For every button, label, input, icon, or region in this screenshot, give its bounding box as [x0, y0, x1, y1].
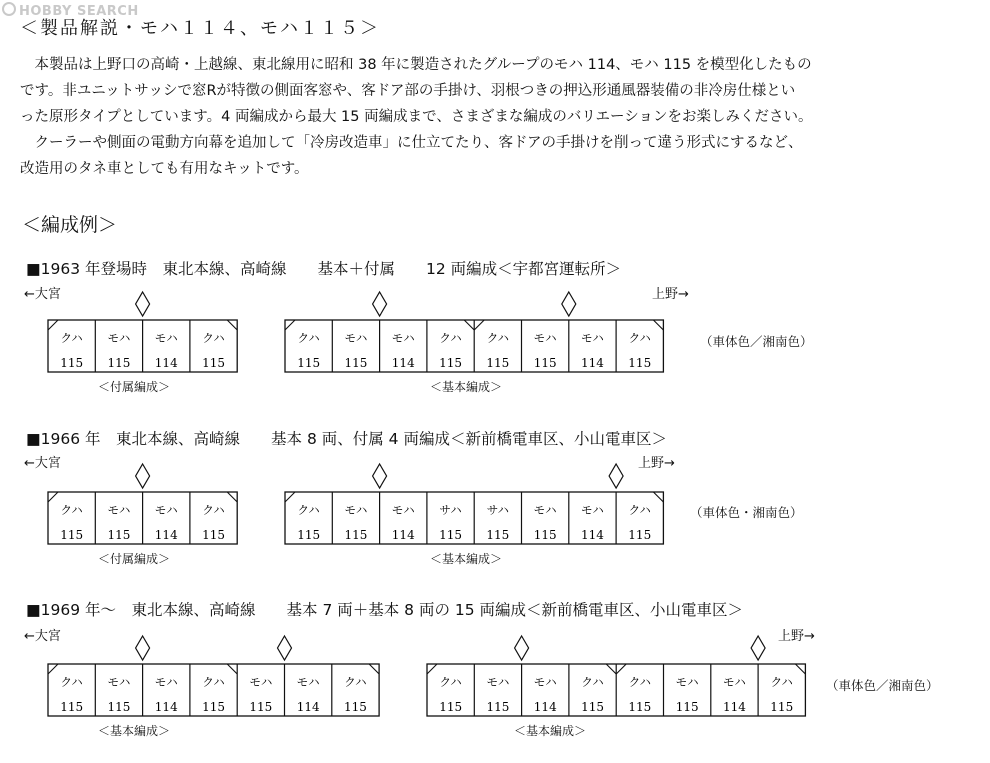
car-number-label: 115 — [486, 700, 510, 714]
section-heading-1969: ■1969 年～ 東北本線、高崎線 基本 7 両＋基本 8 両の 15 両編成＜新前橋電車区、小山電車区＞ — [26, 601, 744, 619]
pantograph-icon — [136, 464, 150, 488]
cab-end-mark — [795, 664, 805, 674]
car-type-label: サハ — [439, 503, 462, 517]
car-number-label: 115 — [60, 356, 84, 370]
cab-end-mark — [48, 320, 58, 330]
car-number-label: 114 — [154, 528, 178, 542]
car-number-label: 115 — [486, 528, 510, 542]
cab-end-mark — [48, 492, 58, 502]
group-caption: ＜付属編成＞ — [98, 380, 171, 394]
car-number-label: 115 — [249, 700, 273, 714]
body-color-note: （車体色／湘南色） — [700, 334, 813, 349]
car-type-label: モハ — [675, 675, 699, 689]
car-number-label: 114 — [154, 356, 178, 370]
car-type-label: クハ — [60, 675, 83, 689]
cab-end-mark — [227, 664, 237, 674]
train-set — [427, 636, 805, 716]
cab-end-mark — [616, 664, 626, 674]
car-type-label: クハ — [581, 675, 604, 689]
cab-end-mark — [48, 664, 58, 674]
train-set — [48, 636, 379, 716]
car-number-label: 115 — [628, 356, 652, 370]
car-type-label: モハ — [249, 675, 273, 689]
body-color-note: （車体色・湘南色） — [690, 505, 803, 520]
description-line: った原形タイプとしています。4 両編成から最大 15 両編成まで、さまざまな編成のバリエーションをお楽しみください。 — [20, 109, 813, 125]
car-type-label: クハ — [439, 331, 462, 345]
car-number-label: 115 — [202, 356, 226, 370]
car-type-label: クハ — [202, 675, 225, 689]
train-set — [285, 464, 663, 544]
direction-right: 上野→ — [778, 629, 815, 644]
car-number-label: 115 — [533, 356, 557, 370]
car-type-label: モハ — [296, 675, 320, 689]
car-type-label: クハ — [60, 331, 83, 345]
pantograph-icon — [373, 464, 387, 488]
car-type-label: クハ — [770, 675, 793, 689]
car-number-label: 114 — [533, 700, 557, 714]
car-type-label: モハ — [580, 503, 604, 517]
car-type-label: モハ — [391, 503, 415, 517]
car-type-label: モハ — [486, 675, 510, 689]
cab-end-mark — [285, 320, 295, 330]
car-number-label: 114 — [391, 528, 415, 542]
car-type-label: クハ — [202, 503, 225, 517]
car-type-label: サハ — [486, 503, 510, 517]
cab-end-mark — [285, 492, 295, 502]
car-number-label: 115 — [533, 528, 557, 542]
cab-end-mark — [227, 320, 237, 330]
group-caption: ＜基本編成＞ — [98, 724, 171, 738]
pantograph-icon — [515, 636, 529, 660]
car-type-label: モハ — [107, 503, 131, 517]
car-type-label: モハ — [107, 675, 131, 689]
car-number-label: 115 — [628, 700, 652, 714]
car-number-label: 115 — [770, 700, 794, 714]
pantograph-icon — [751, 636, 765, 660]
cab-end-mark — [474, 320, 484, 330]
car-type-label: クハ — [297, 503, 320, 517]
train-set — [285, 292, 663, 372]
car-number-label: 114 — [580, 356, 604, 370]
car-type-label: クハ — [297, 331, 320, 345]
pantograph-icon — [609, 464, 623, 488]
body-color-note: （車体色／湘南色） — [826, 678, 939, 693]
car-number-label: 115 — [107, 356, 131, 370]
cab-end-mark — [606, 664, 616, 674]
train-set — [48, 292, 237, 372]
cab-end-mark — [653, 320, 663, 330]
car-type-label: クハ — [344, 675, 367, 689]
car-type-label: モハ — [154, 503, 178, 517]
description-line: 改造用のタネ車としても有用なキットです。 — [20, 161, 309, 177]
car-type-label: クハ — [202, 331, 225, 345]
car-number-label: 114 — [580, 528, 604, 542]
description-line: です。非ユニットサッシで窓Rが特徴の側面客窓や、客ドア部の手掛け、羽根つきの押込形通風器装備の非冷房仕様とい — [20, 83, 796, 99]
section-heading-1963: ■1963 年登場時 東北本線、高崎線 基本＋付属 12 両編成＜宇都宮運転所＞ — [26, 260, 622, 278]
cab-end-mark — [464, 320, 474, 330]
group-caption: ＜基本編成＞ — [514, 724, 587, 738]
car-type-label: クハ — [628, 503, 651, 517]
car-number-label: 115 — [344, 356, 368, 370]
pantograph-icon — [373, 292, 387, 316]
description-line: クーラーや側面の電動方向幕を追加して「冷房改造車」に仕立てたり、客ドアの手掛けを削って違う形式にするなど、 — [20, 135, 803, 151]
car-number-label: 115 — [628, 528, 652, 542]
car-number-label: 115 — [486, 356, 510, 370]
car-number-label: 114 — [154, 700, 178, 714]
direction-left: ←大宮 — [24, 629, 61, 644]
car-number-label: 115 — [675, 700, 699, 714]
direction-left: ←大宮 — [24, 456, 61, 471]
car-number-label: 115 — [439, 356, 463, 370]
car-number-label: 115 — [343, 700, 367, 714]
cab-end-mark — [653, 492, 663, 502]
car-type-label: モハ — [722, 675, 746, 689]
pantograph-icon — [278, 636, 292, 660]
formation-examples-title: ＜編成例＞ — [22, 214, 118, 236]
direction-left: ←大宮 — [24, 287, 61, 302]
car-type-label: モハ — [344, 503, 368, 517]
car-number-label: 114 — [391, 356, 415, 370]
cab-end-mark — [227, 492, 237, 502]
pantograph-icon — [136, 292, 150, 316]
direction-right: 上野→ — [638, 456, 675, 471]
car-type-label: モハ — [344, 331, 368, 345]
pantograph-icon — [562, 292, 576, 316]
car-number-label: 115 — [439, 700, 463, 714]
car-type-label: クハ — [628, 331, 651, 345]
car-number-label: 115 — [107, 528, 131, 542]
car-type-label: クハ — [486, 331, 510, 345]
car-type-label: モハ — [533, 675, 557, 689]
car-number-label: 115 — [344, 528, 368, 542]
car-type-label: クハ — [439, 675, 462, 689]
direction-right: 上野→ — [652, 287, 689, 302]
car-type-label: クハ — [628, 675, 652, 689]
car-number-label: 115 — [581, 700, 605, 714]
car-number-label: 115 — [60, 528, 84, 542]
product-title: ＜製品解説・モハ１１４、モハ１１５＞ — [20, 18, 380, 39]
watermark-text: HOBBY SEARCH — [19, 4, 139, 19]
car-type-label: モハ — [154, 331, 178, 345]
pantograph-icon — [136, 636, 150, 660]
car-number-label: 115 — [202, 528, 226, 542]
group-caption: ＜基本編成＞ — [430, 380, 503, 394]
description-line: 本製品は上野口の高崎・上越線、東北線用に昭和 38 年に製造されたグループのモハ 114、モハ 115 を模型化したもの — [20, 57, 812, 73]
car-type-label: モハ — [154, 675, 178, 689]
car-number-label: 114 — [722, 700, 746, 714]
car-type-label: モハ — [533, 503, 557, 517]
car-number-label: 114 — [296, 700, 320, 714]
car-number-label: 115 — [439, 528, 463, 542]
car-number-label: 115 — [202, 700, 226, 714]
car-type-label: モハ — [533, 331, 557, 345]
car-type-label: モハ — [107, 331, 131, 345]
car-number-label: 115 — [297, 528, 321, 542]
cab-end-mark — [369, 664, 379, 674]
group-caption: ＜付属編成＞ — [98, 552, 171, 566]
car-type-label: クハ — [60, 503, 83, 517]
cab-end-mark — [427, 664, 437, 674]
car-number-label: 115 — [297, 356, 321, 370]
train-set — [48, 464, 237, 544]
section-heading-1966: ■1966 年 東北本線、高崎線 基本 8 両、付属 4 両編成＜新前橋電車区、小山電車区＞ — [26, 430, 667, 448]
group-caption: ＜基本編成＞ — [430, 552, 503, 566]
car-type-label: モハ — [580, 331, 604, 345]
car-type-label: モハ — [391, 331, 415, 345]
car-number-label: 115 — [107, 700, 131, 714]
car-number-label: 115 — [60, 700, 84, 714]
